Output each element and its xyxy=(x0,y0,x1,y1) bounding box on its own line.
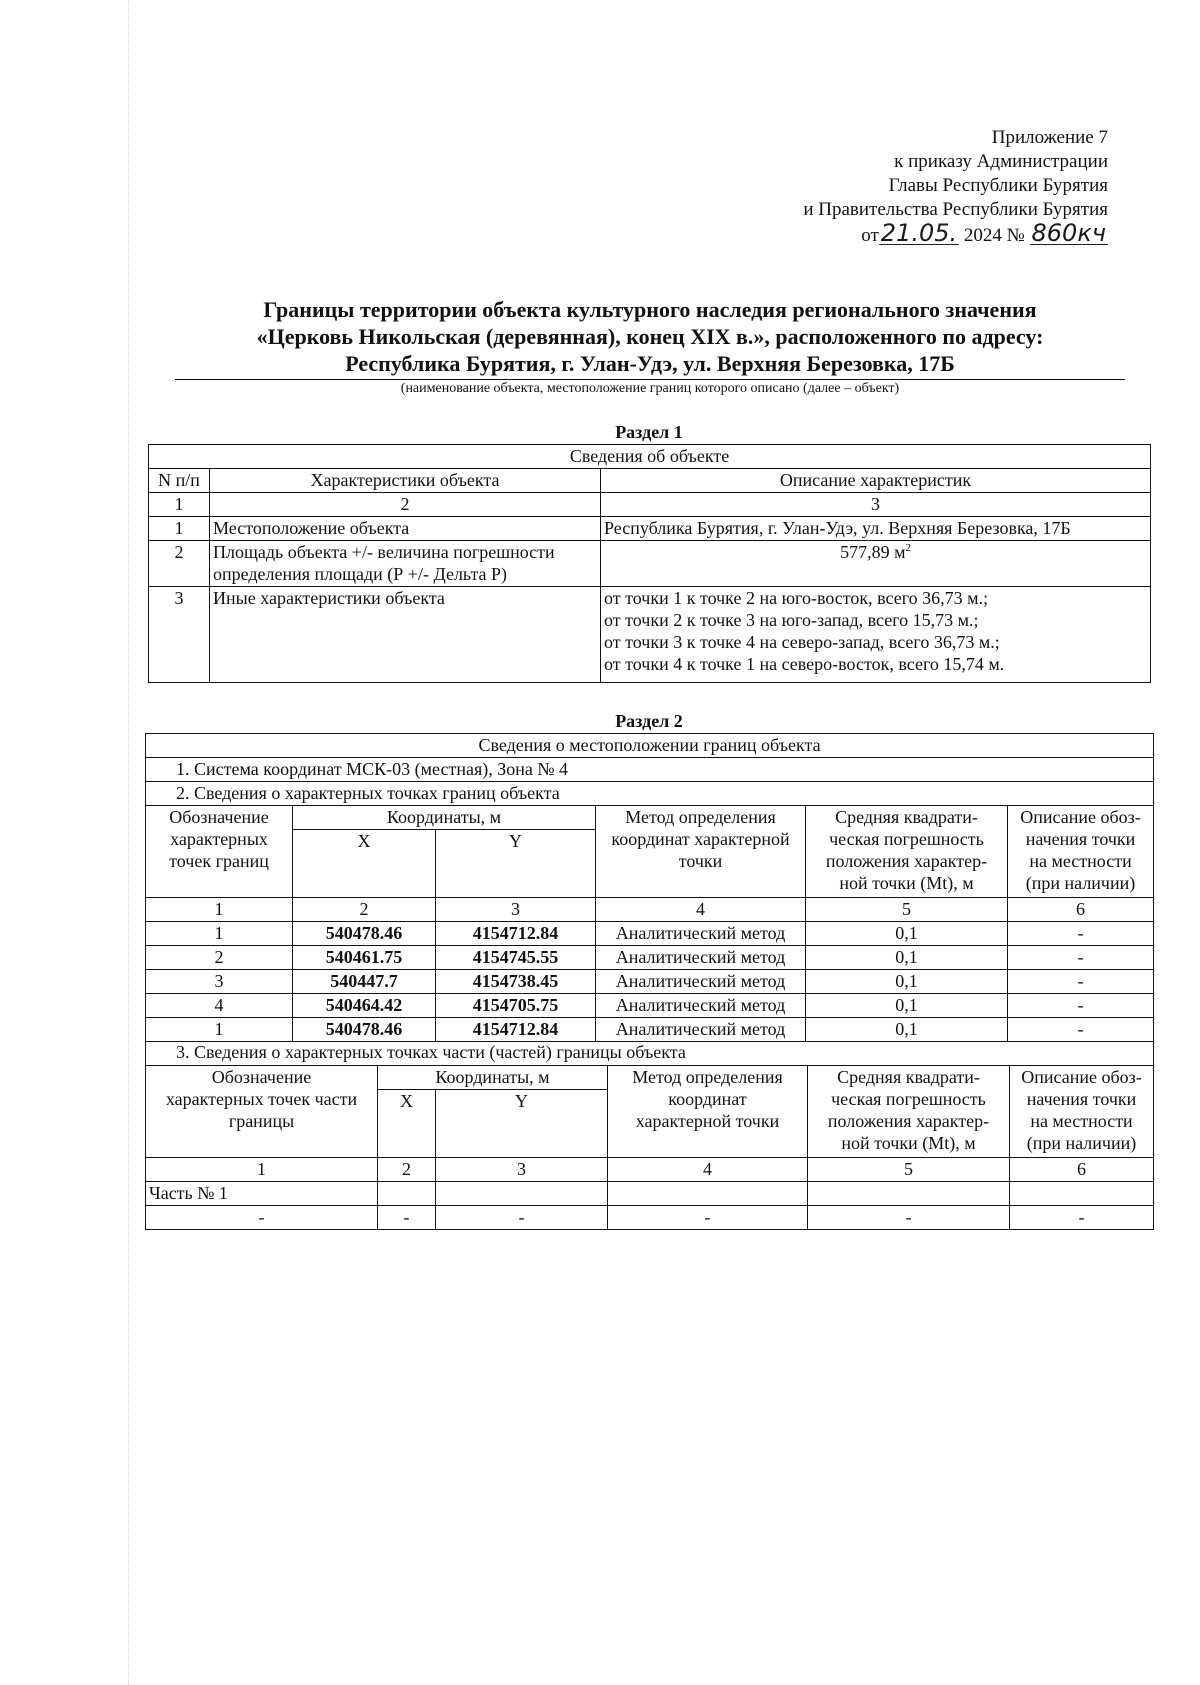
point-method: Аналитический метод xyxy=(596,1018,806,1042)
col-number: 3 xyxy=(436,898,596,922)
col-number: 1 xyxy=(146,1157,378,1181)
point-x: 540464.42 xyxy=(293,994,436,1018)
point-id: 1 xyxy=(146,1018,293,1042)
header-line: координат характерной xyxy=(611,829,790,849)
header-line: положения характер- xyxy=(825,851,988,871)
header-line: на местности xyxy=(1029,851,1132,871)
col-header-x: X xyxy=(378,1089,436,1157)
header-line: ной точки (Mt), м xyxy=(839,873,974,893)
points-header: 2. Сведения о характерных точках границ объекта xyxy=(146,782,1154,806)
section-1-table xyxy=(148,444,1151,683)
document-title xyxy=(175,296,1125,377)
row-characteristic: Местоположение объекта xyxy=(210,517,601,541)
row-number: 3 xyxy=(149,587,210,683)
header-line: характерных xyxy=(170,829,268,849)
col-header-method xyxy=(608,1065,808,1157)
segment-description: от точки 1 к точке 2 на юго-восток, всего 36,73 м.; xyxy=(604,588,989,608)
title-line-2: «Церковь Никольская (деревянная), конец XIX в.», расположенного по адресу: xyxy=(256,324,1044,349)
col-number: 1 xyxy=(149,493,210,517)
point-description: - xyxy=(1008,994,1154,1018)
section-1-header: Сведения об объекте xyxy=(149,445,1151,469)
point-accuracy: 0,1 xyxy=(806,1018,1008,1042)
parts-header: 3. Сведения о характерных точках части (частей) границы объекта xyxy=(146,1041,1154,1065)
appendix-line-3: Главы Республики Бурятия xyxy=(888,175,1108,196)
point-description: - xyxy=(1008,970,1154,994)
points-column-numbers xyxy=(146,898,1154,922)
row-number: 1 xyxy=(149,517,210,541)
point-description: - xyxy=(1008,946,1154,970)
header-line: положения характер- xyxy=(827,1110,990,1131)
area-value: 577,89 м xyxy=(840,542,906,562)
appendix-line-1: Приложение 7 xyxy=(991,127,1108,148)
point-id: 3 xyxy=(146,970,293,994)
year-and-number-label: 2024 № xyxy=(963,225,1025,246)
section-2-label: Раздел 2 xyxy=(615,711,683,731)
point-y: 4154705.75 xyxy=(436,994,596,1018)
point-method: Аналитический метод xyxy=(596,946,806,970)
parts-column-headers xyxy=(146,1065,1154,1089)
point-description: - xyxy=(1008,922,1154,946)
header-line: Метод определения xyxy=(625,807,776,827)
col-number: 5 xyxy=(806,898,1008,922)
point-method: Аналитический метод xyxy=(596,970,806,994)
part-cell: - xyxy=(608,1205,808,1229)
title-line-1: Границы территории объекта культурного наследия регионального значения xyxy=(263,297,1037,322)
col-header-method xyxy=(596,806,806,898)
section-2-parts-table xyxy=(145,1041,1154,1230)
part-cell: - xyxy=(436,1205,608,1229)
header-line: Средняя квадрати- xyxy=(837,1066,980,1087)
point-y: 4154738.45 xyxy=(436,970,596,994)
empty-cell xyxy=(808,1181,1010,1205)
row-number: 2 xyxy=(149,541,210,587)
title-line-3: Республика Бурятия, г. Улан-Удэ, ул. Верхняя Березовка, 17Б xyxy=(345,351,955,376)
point-id: 4 xyxy=(146,994,293,1018)
point-x: 540447.7 xyxy=(293,970,436,994)
part-label-row xyxy=(146,1181,1154,1205)
header-line: Обозначение xyxy=(169,807,269,827)
empty-cell xyxy=(1010,1181,1154,1205)
scan-fold-line xyxy=(128,0,130,1685)
section-1-header-row xyxy=(149,445,1151,469)
header-line: точек границ xyxy=(169,851,269,871)
appendix-line-4: и Правительства Республики Бурятия xyxy=(803,199,1108,220)
table-row xyxy=(146,970,1154,994)
row-description: Республика Бурятия, г. Улан-Удэ, ул. Верхняя Березовка, 17Б xyxy=(601,517,1151,541)
empty-cell xyxy=(608,1181,808,1205)
handwritten-number: 860кч xyxy=(1031,219,1106,247)
point-description: - xyxy=(1008,1018,1154,1042)
section-1-column-numbers xyxy=(149,493,1151,517)
point-x: 540478.46 xyxy=(293,922,436,946)
header-line: точки xyxy=(678,851,723,871)
appendix-date-line xyxy=(803,219,1108,248)
table-row xyxy=(149,587,1151,683)
area-value-cell xyxy=(601,541,1151,587)
col-number: 2 xyxy=(378,1157,436,1181)
col-number: 5 xyxy=(808,1157,1010,1181)
point-method: Аналитический метод xyxy=(596,922,806,946)
point-x: 540478.46 xyxy=(293,1018,436,1042)
header-line: на местности xyxy=(1030,1110,1133,1131)
header-line: координат xyxy=(668,1088,747,1109)
point-accuracy: 0,1 xyxy=(806,946,1008,970)
header-line: Метод определения xyxy=(632,1066,783,1087)
empty-cell xyxy=(436,1181,608,1205)
col-header-coords: Координаты, м xyxy=(378,1065,608,1089)
point-y: 4154712.84 xyxy=(436,922,596,946)
section-2-header-row xyxy=(146,734,1154,758)
section-2-points-table xyxy=(145,733,1154,1042)
point-method: Аналитический метод xyxy=(596,994,806,1018)
table-row xyxy=(146,922,1154,946)
section-2-header: Сведения о местоположении границ объекта xyxy=(146,734,1154,758)
point-accuracy: 0,1 xyxy=(806,922,1008,946)
header-line: Средняя квадрати- xyxy=(835,807,978,827)
section-1-label: Раздел 1 xyxy=(615,422,683,442)
col-number: 1 xyxy=(146,898,293,922)
point-accuracy: 0,1 xyxy=(806,970,1008,994)
point-x: 540461.75 xyxy=(293,946,436,970)
coord-system: 1. Система координат МСК-03 (местная), Зона № 4 xyxy=(146,758,1154,782)
appendix-line-2: к приказу Администрации xyxy=(894,151,1108,172)
table-row xyxy=(146,1018,1154,1042)
table-row xyxy=(146,1205,1154,1229)
table-row xyxy=(146,994,1154,1018)
point-id: 2 xyxy=(146,946,293,970)
row-characteristic: Площадь объекта +/- величина погрешности определения площади (Р +/- Дельта Р) xyxy=(210,541,601,587)
part-cell: - xyxy=(146,1205,378,1229)
segment-description: от точки 2 к точке 3 на юго-запад, всего 15,73 м.; xyxy=(604,610,979,630)
segment-description: от точки 4 к точке 1 на северо-восток, всего 15,74 м. xyxy=(604,654,1005,674)
section-1-column-headers xyxy=(149,469,1151,493)
header-line: характерной точки xyxy=(635,1110,780,1131)
header-line: Описание обоз- xyxy=(1021,1066,1142,1087)
handwritten-date: 21.05. xyxy=(880,219,958,247)
point-y: 4154712.84 xyxy=(436,1018,596,1042)
parts-header-row xyxy=(146,1041,1154,1065)
row-description-list xyxy=(601,587,1151,683)
col-number: 3 xyxy=(601,493,1151,517)
col-number: 2 xyxy=(210,493,601,517)
col-number: 4 xyxy=(608,1157,808,1181)
segment-description: от точки 3 к точке 4 на северо-запад, всего 36,73 м.; xyxy=(604,632,1000,652)
coord-system-row xyxy=(146,758,1154,782)
col-header-y: Y xyxy=(436,1089,608,1157)
col-header-accuracy xyxy=(806,806,1008,898)
col-header-coords: Координаты, м xyxy=(293,806,596,830)
appendix-block xyxy=(803,126,1108,248)
table-row xyxy=(149,541,1151,587)
point-y: 4154745.55 xyxy=(436,946,596,970)
col-header-y: Y xyxy=(436,830,596,898)
point-id: 1 xyxy=(146,922,293,946)
title-underline xyxy=(175,379,1125,380)
header-line: ческая погрешность xyxy=(829,829,984,849)
date-prefix: от xyxy=(861,225,879,246)
points-header-row xyxy=(146,782,1154,806)
row-characteristic: Иные характеристики объекта xyxy=(210,587,601,683)
points-column-headers xyxy=(146,806,1154,830)
col-number: 2 xyxy=(293,898,436,922)
point-accuracy: 0,1 xyxy=(806,994,1008,1018)
header-line: (при наличии) xyxy=(1025,873,1136,893)
col-header-description xyxy=(1010,1065,1154,1157)
title-caption: (наименование объекта, местоположение границ которого описано (далее – объект) xyxy=(400,381,900,396)
area-unit-exponent: 2 xyxy=(905,542,911,554)
header-line: начения точки xyxy=(1025,829,1136,849)
part-label: Часть № 1 xyxy=(146,1181,378,1205)
col-number: 4 xyxy=(596,898,806,922)
part-cell: - xyxy=(1010,1205,1154,1229)
col-number: 6 xyxy=(1008,898,1154,922)
header-line: ной точки (Mt), м xyxy=(841,1132,976,1153)
table-row xyxy=(149,517,1151,541)
header-line: Описание обоз- xyxy=(1020,807,1141,827)
col-header-num: N п/п xyxy=(149,469,210,493)
part-cell: - xyxy=(378,1205,436,1229)
table-row xyxy=(146,946,1154,970)
col-header-characteristic: Характеристики объекта xyxy=(210,469,601,493)
header-line: границы xyxy=(228,1110,295,1131)
header-line: характерных точек части xyxy=(165,1088,358,1109)
header-line: начения точки xyxy=(1026,1088,1137,1109)
parts-column-numbers xyxy=(146,1157,1154,1181)
col-number: 3 xyxy=(436,1157,608,1181)
col-header-x: X xyxy=(293,830,436,898)
header-line: (при наличии) xyxy=(1026,1132,1137,1153)
col-header-accuracy xyxy=(808,1065,1010,1157)
col-header-description: Описание характеристик xyxy=(601,469,1151,493)
empty-cell xyxy=(378,1181,436,1205)
col-header-designation xyxy=(146,1065,378,1157)
header-line: ческая погрешность xyxy=(831,1088,986,1109)
col-header-description xyxy=(1008,806,1154,898)
col-header-designation xyxy=(146,806,293,898)
part-cell: - xyxy=(808,1205,1010,1229)
header-line: Обозначение xyxy=(211,1066,312,1087)
col-number: 6 xyxy=(1010,1157,1154,1181)
